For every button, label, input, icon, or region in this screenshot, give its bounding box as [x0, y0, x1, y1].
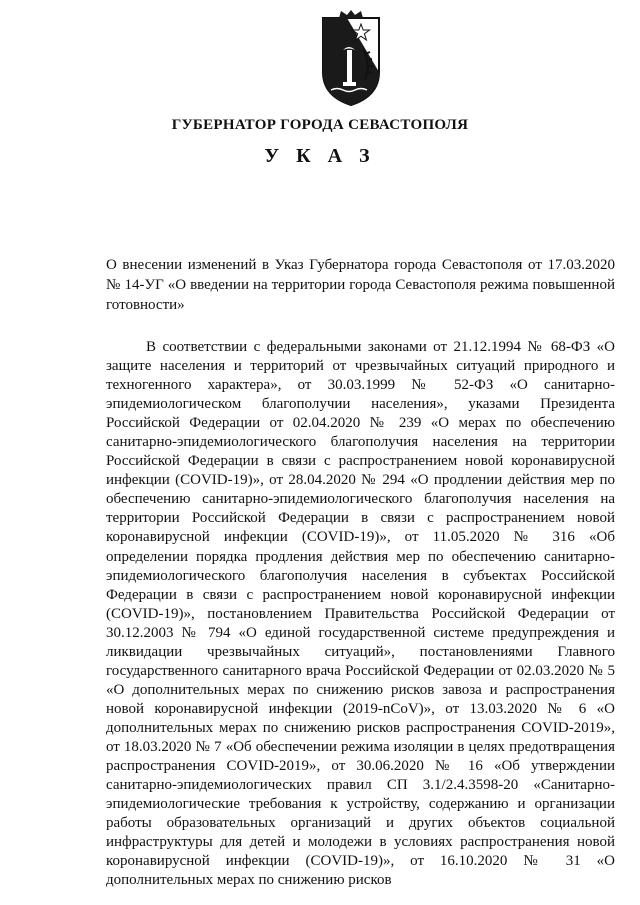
coat-of-arms-icon — [317, 10, 385, 108]
issuing-authority: ГУБЕРНАТОР ГОРОДА СЕВАСТОПОЛЯ — [171, 117, 469, 133]
document-type-title: У К А З — [264, 145, 376, 167]
document-subject: О внесении изменений в Указ Губернатора города Севастополя от 17.03.2020 № 14-УГ «О введении на территории города Севастополя режима повышенной готовности» — [106, 257, 615, 313]
body-paragraph: В соответствии с федеральными законами от 21.12.1994 № 68-ФЗ «О защите населения и территорий от чрезвычайных ситуаций природного и техногенного характера», от 30.03.1999 № 52-ФЗ «О санитарно-эпидемиологическом благополучии населения», указами Президента Российской Федерации от 02.04.2020 № 239 «О мерах по обеспечению санитарно-эпидемиологического благополучия населения на территории Российской Федерации в связи с распространением новой коронавирусной инфекции (COVID-19)», от 28.04.2020 № 294 «О продлении действия мер по обеспечению санитарно-эпидемиологического благополучия населения на территории Российской Федерации в связи с распространением новой коронавирусной инфекции (COVID-19)», от 11.05.2020 № 316 «Об определении порядка продления действия мер по обеспечению санитарно-эпидемиологического благополучия населения в субъектах Российской Федерации в связи с распространением новой коронавирусной инфекции (COVID-19)», постановлением Правительства Российской Федерации от 30.12.2003 № 794 «О единой государственной системе предупреждения и ликвидации чрезвычайных ситуаций», постановлениями Главного государственного санитарного врача Российской Федерации от 02.03.2020 № 5 «О дополнительных мерах по снижению рисков завоза и распространения новой коронавирусной инфекции (2019-nCoV)», от 13.03.2020 № 6 «О дополнительных мерах по снижению рисков распространения COVID-2019», от 18.03.2020 № 7 «Об обеспечении режима изоляции в целях предотвращения распространения COVID-2019», от 30.06.2020 № 16 «Об утверждении санитарно-эпидемиологических правил СП 3.1/2.4.3598-20 «Санитарно-эпидемиологические требования к устройству, содержанию и организации работы образовательных организаций и других объектов социальной инфраструктуры для детей и молодежи в условиях распространения новой коронавирусной инфекции (COVID-19)», от 16.10.2020 № 31 «О дополнительных мерах по снижению рисков — [106, 339, 615, 889]
